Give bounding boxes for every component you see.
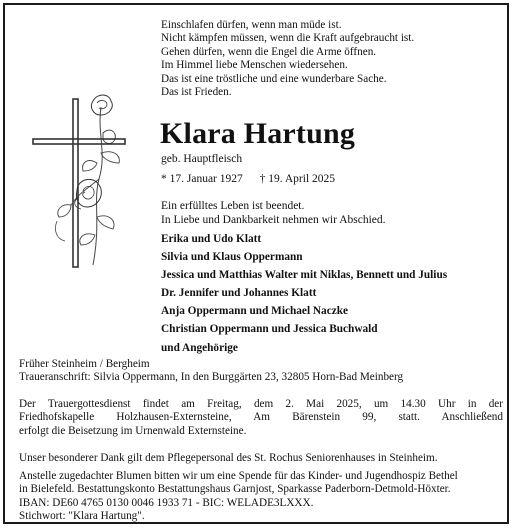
origin-and-address — [19, 358, 503, 385]
poem-line: Das ist eine tröstliche und eine wunderbare Sache. — [161, 72, 387, 85]
service-line: Der Trauergottesdienst findet am Freitag, dem 2. Mai 2025, um 14.30 Uhr in der — [19, 398, 503, 410]
service-line: Friedhofskapelle Holzhausen-Externsteine, Am Bärenstein 99, statt. Anschließend — [19, 411, 503, 424]
mourner: Christian Oppermann und Jessica Buchwald — [161, 323, 378, 336]
donation-line: in Bielefeld. Bestattungskonto Bestattungshaus Garnjost, Sparkasse Paderborn-Detmold-Höxter. — [19, 483, 451, 496]
poem-line: Gehen dürfen, wenn die Engel die Arme öffnen. — [161, 45, 377, 58]
mourning-address: Traueranschrift: Silvia Oppermann, In den Burggärten 23, 32805 Horn-Bad Meinberg — [19, 371, 404, 384]
mourner: Erika und Udo Klatt — [161, 233, 262, 245]
poem-line: Einschlafen dürfen, wenn man müde ist. — [161, 19, 342, 31]
mourner: Silvia und Klaus Oppermann — [161, 251, 303, 264]
mourner: und Angehörige — [161, 341, 238, 354]
farewell-line: In Liebe und Dankbarkeit nehmen wir Abschied. — [161, 214, 386, 226]
cross-with-rose-icon — [27, 93, 137, 273]
farewell-line: Ein erfülltes Leben ist beendet. — [161, 200, 305, 212]
bank-details: IBAN: DE60 4765 0130 0046 1933 71 - BIC: WELADE3LXXX. — [19, 496, 314, 509]
funeral-service-info — [19, 398, 503, 438]
farewell-text — [161, 199, 386, 227]
donation-info — [19, 470, 503, 523]
mourners-list — [161, 230, 447, 357]
deceased-name: Klara Hartung — [160, 117, 356, 150]
birth-name: geb. Hauptfleisch — [161, 153, 243, 165]
death-date: † 19. April 2025 — [259, 173, 336, 185]
life-dates — [161, 172, 335, 186]
thanks-note: Unser besonderer Dank gilt dem Pflegepersonal des St. Rochus Seniorenhauses in Steinheim. — [19, 452, 438, 464]
mourner: Dr. Jennifer und Johannes Klatt — [161, 287, 317, 300]
birth-date: * 17. Januar 1927 — [161, 173, 243, 185]
origin: Früher Steinheim / Bergheim — [19, 358, 150, 370]
notice-frame — [3, 3, 509, 524]
mourner: Anja Oppermann und Michael Naczke — [161, 305, 349, 318]
poem — [161, 19, 414, 99]
reference-keyword: Stichwort: "Klara Hartung". — [19, 509, 145, 522]
poem-line: Nicht kämpfen müssen, wenn die Kraft aufgebraucht ist. — [161, 32, 415, 45]
poem-line: Das ist Frieden. — [161, 86, 232, 99]
mourner: Jessica und Matthias Walter mit Niklas, Bennett und Julius — [161, 269, 448, 282]
donation-line: Anstelle zugedachter Blumen bitten wir um eine Spende für das Kinder- und Jugendhospiz Bethel — [19, 470, 458, 482]
service-line: erfolgt die Beisetzung im Urnenwald Externsteine. — [19, 424, 247, 437]
poem-line: Im Himmel liebe Menschen wiedersehen. — [161, 59, 348, 72]
